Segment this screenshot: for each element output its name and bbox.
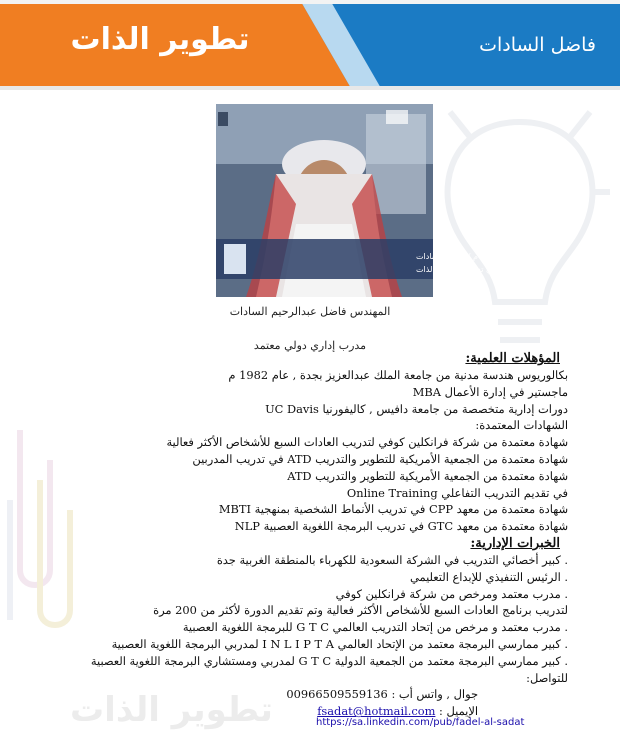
experience-heading: الخبرات الإدارية: [470, 535, 560, 551]
brand-title: تطوير الذات [70, 22, 250, 57]
photo-overlay-line1: م / فاضل السادات [416, 252, 478, 261]
photo-caption-name: المهندس فاضل عبدالرحيم السادات [229, 305, 391, 318]
watermark-text: تطوير الذات [70, 690, 273, 730]
experience-line: . مدرب معتمد و مرخص من إتحاد التدريب العالمي G T C للبرمجة اللغوية العصبية [182, 620, 568, 635]
contact-heading: للتواصل: [526, 670, 568, 685]
experience-line: . كبير ممارسي البرمجة معتمد من الجمعية الدولية G T C لمدربي ومستشاري البرمجة اللغوية العصبية [90, 653, 568, 668]
experience-line: . الرئيس التنفيذي للإبداع التعليمي [410, 569, 568, 584]
qualifications-heading: المؤهلات العلمية: [465, 351, 560, 366]
email-label: الإيميل : [439, 704, 478, 719]
photo-overlay-line2: أخصائي تدريب وتطوير الذات [416, 265, 512, 274]
certificates-subheading: الشهادات المعتمدة: [475, 418, 568, 433]
qualification-line: شهادة معتمدة من الجمعية الأمريكية للتطوير والتدريب ATD في تدريب المدربين [192, 451, 568, 466]
photo-caption-title: مدرب إداري دولي معتمد [253, 339, 367, 352]
tv-interview-photo-icon [216, 104, 512, 297]
phone-number[interactable]: 00966509559136 [286, 687, 388, 702]
experience-line: . كبير ممارسي البرمجة معتمد من الإتحاد العالمي I N L I P T A لمدربي البرمجة اللغوية العصبية [111, 636, 568, 651]
qualification-line: شهادة معتمدة من الجمعية الأمريكية للتطوير والتدريب ATD [287, 468, 568, 483]
qualification-line: دورات إدارية متخصصة من جامعة دافيس , كاليفورنيا UC Davis [265, 401, 568, 416]
phone-line [20, 686, 478, 703]
experience-line: لتدريب برنامج العادات السبع للأشخاص الأكثر فعالية وتم تقديم الدورة لأكثر من 200 مرة [153, 603, 568, 618]
experience-line: . مدرب معتمد ومرخص من شركة فرانكلين كوفي [335, 586, 568, 601]
speaker-photo [216, 104, 512, 297]
qualification-line: شهادة معتمدة من معهد CPP في تدريب الأنماط الشخصية بمنهجية MBTI [218, 502, 568, 517]
linkedin-link[interactable]: https://sa.linkedin.com/pub/fadel-al-sadat [316, 717, 525, 728]
experience-line: . كبير أخصائي التدريب في الشركة السعودية للكهرباء بالمنطقة الغربية جدة [216, 552, 568, 567]
qualification-line: بكالوريوس هندسة مدنية من جامعة الملك عبدالعزيز بجدة , عام 1982 م [228, 368, 568, 382]
author-name: فاضل السادات [479, 34, 596, 56]
qualification-line: في تقديم التدريب التفاعلي Online Training [346, 485, 568, 500]
qualification-line: ماجستير في إدارة الأعمال MBA [412, 384, 568, 399]
email-link[interactable]: fsadat@hotmail.com [317, 704, 436, 719]
qualification-line: شهادة معتمدة من شركة فرانكلين كوفي لتدريب العادات السبع للأشخاص الأكثر فعالية [166, 435, 568, 450]
cv-content [20, 350, 568, 720]
qualification-line: شهادة معتمدة من معهد GTC في تدريب البرمجة اللغوية العصبية NLP [234, 519, 568, 534]
header-banner [0, 0, 620, 90]
phone-label: جوال , واتس أب : [391, 687, 478, 702]
